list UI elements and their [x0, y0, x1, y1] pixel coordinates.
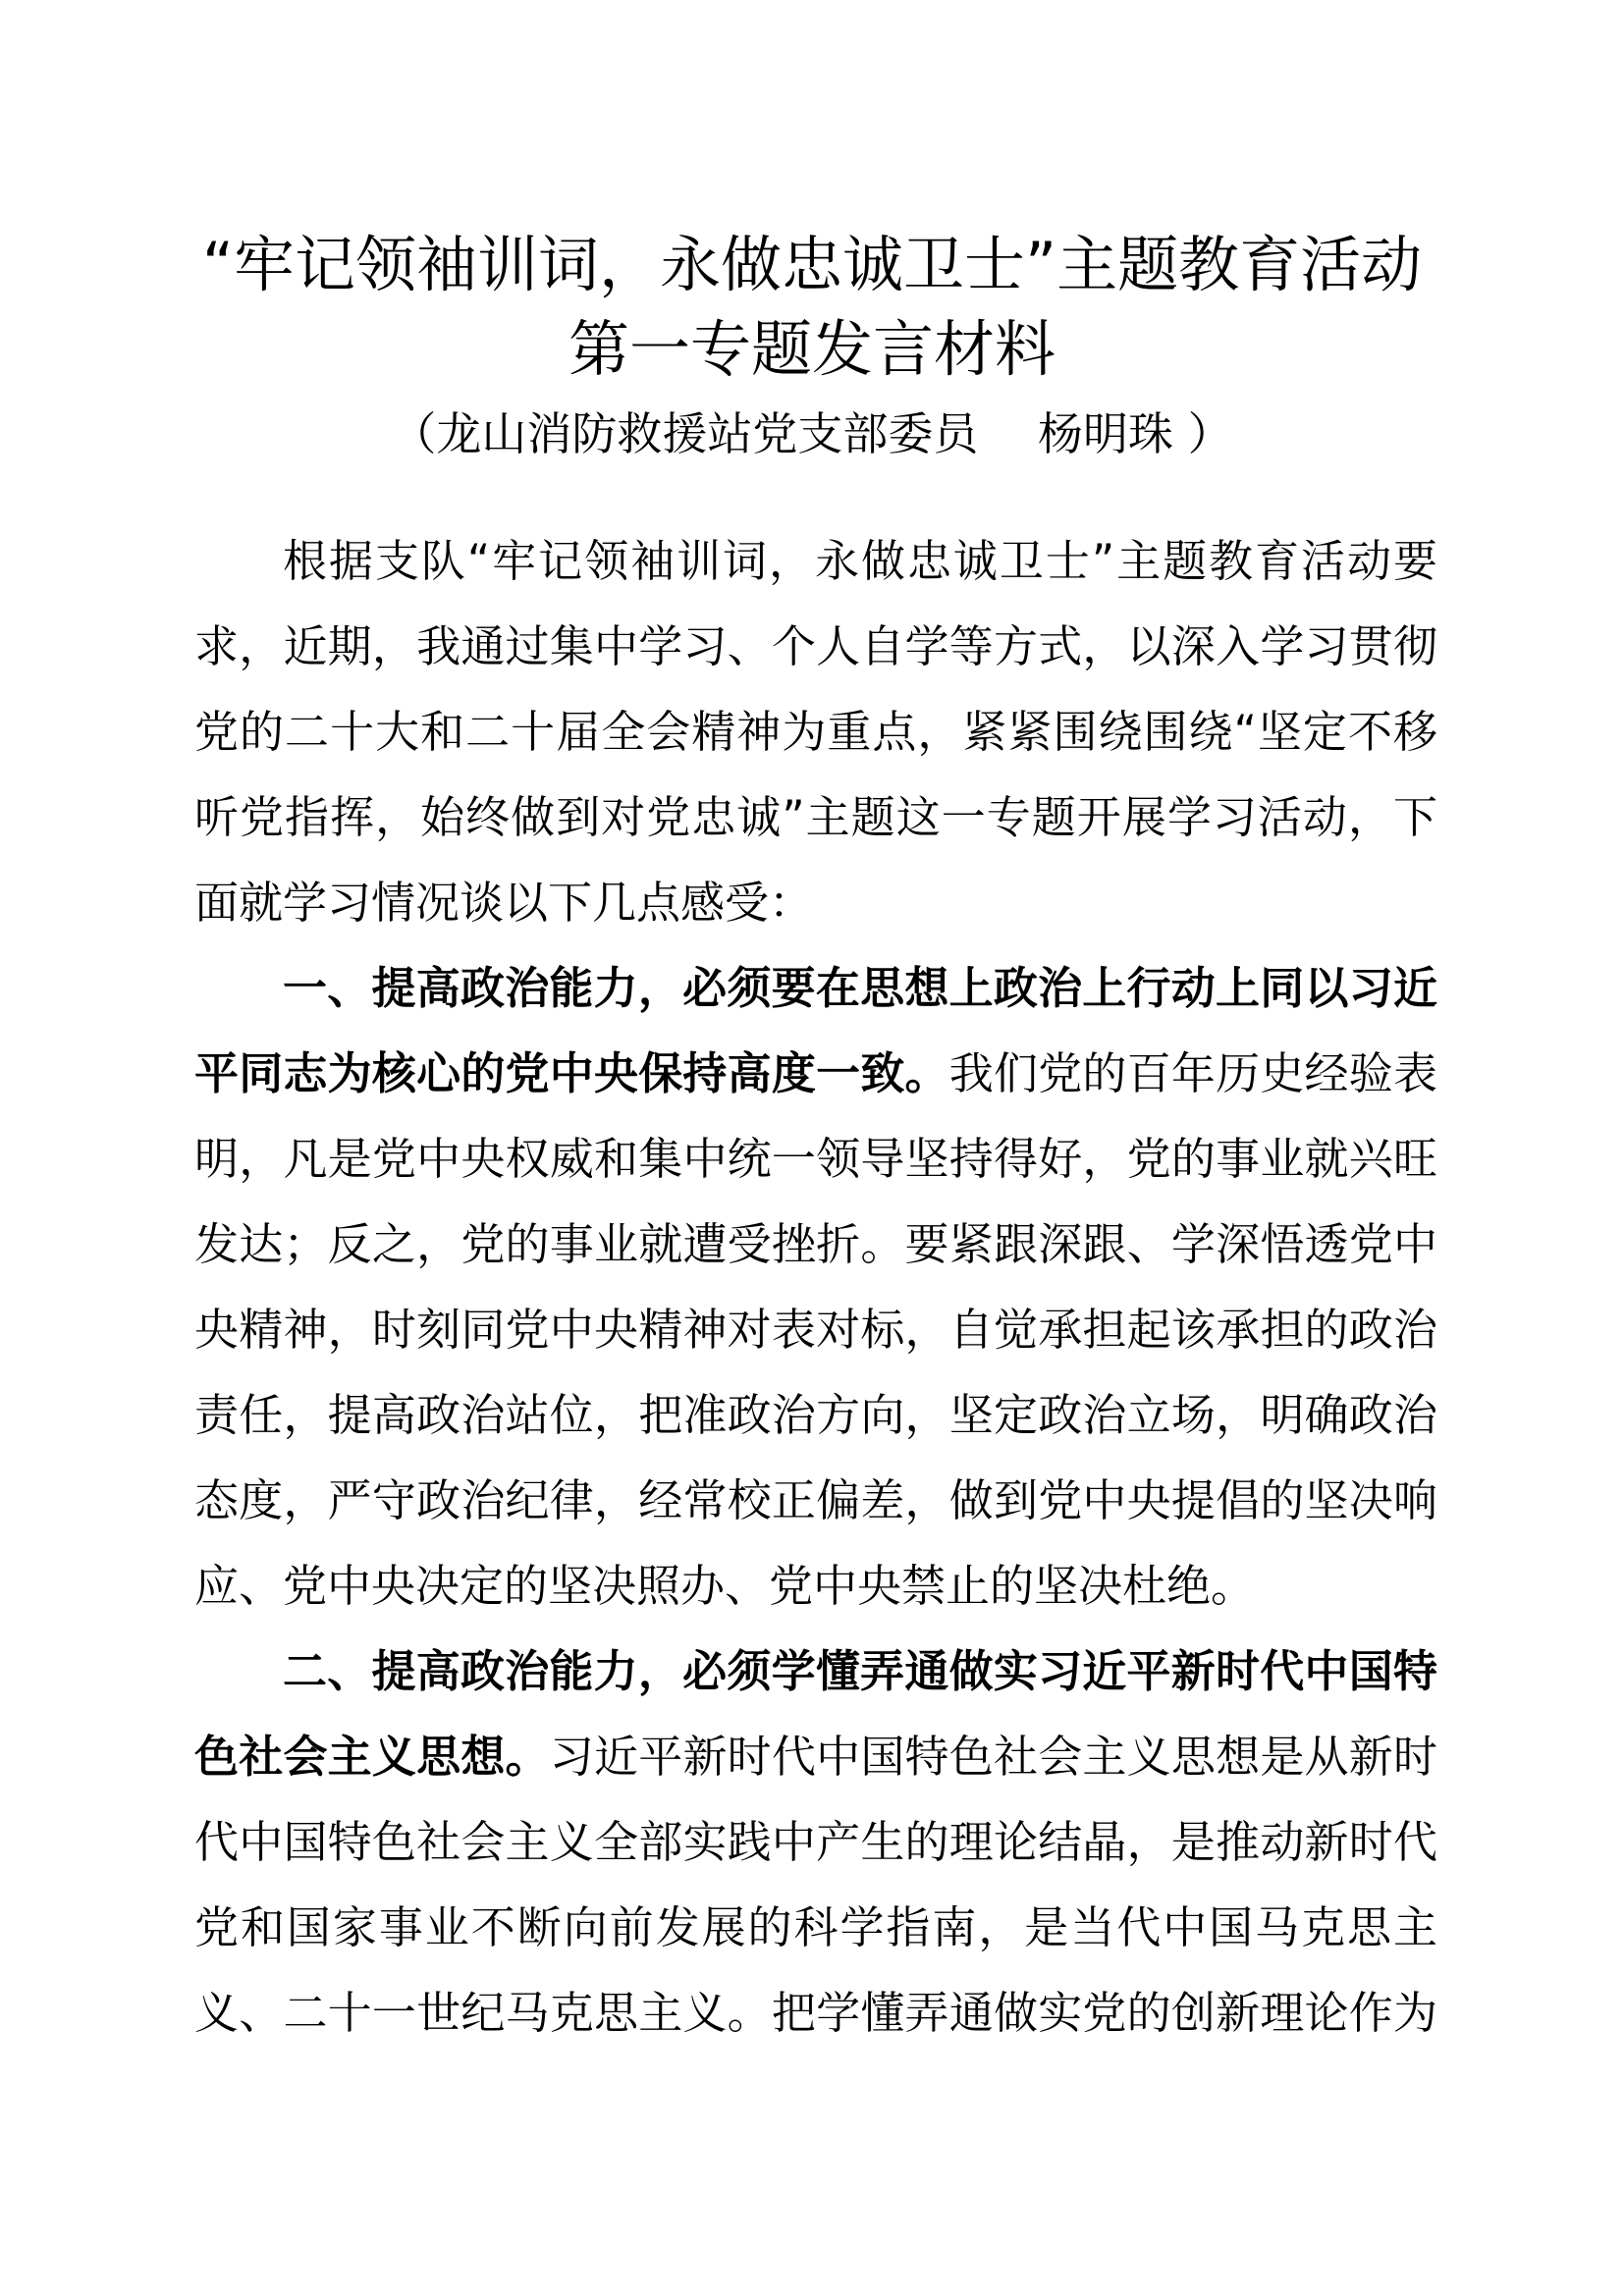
- section-heading-text: 二、提高政治能力，必须学懂弄通做实习近平新时代中国特: [283, 1645, 1437, 1697]
- body-text-line: [194, 701, 1437, 786]
- body-text-line: [194, 1726, 1437, 1811]
- paragraph-text: 责任，提高政治站位，把准政治方向，坚定政治立场，明确政治: [194, 1389, 1437, 1441]
- section-heading-text: 一、提高政治能力，必须要在思想上政治上行动上同以习近: [283, 962, 1437, 1014]
- author-line: （龙山消防救援站党支部委员 杨明珠 ）: [391, 407, 1233, 460]
- body-text-line: [194, 786, 1437, 872]
- body-text-line: [194, 1896, 1437, 1982]
- section-heading-text: 平同志为核心的党中央保持高度一致。: [194, 1047, 949, 1099]
- paragraph-text: 发达；反之，党的事业就遭受挫折。要紧跟深跟、学深悟透党中: [194, 1218, 1437, 1270]
- document-body: [194, 530, 1437, 2067]
- body-text-line: [194, 1299, 1437, 1384]
- paragraph-text: 代中国特色社会主义全部实践中产生的理论结晶，是推动新时代: [194, 1816, 1437, 1868]
- document-title-line-1: “牢记领袖训词，永做忠诚卫士”主题教育活动: [201, 229, 1423, 300]
- body-text-line: [194, 1640, 1437, 1726]
- paragraph-text: 应、党中央决定的坚决照办、党中央禁止的坚决杜绝。: [194, 1560, 1256, 1612]
- section-heading-text: 色社会主义思想。: [194, 1731, 550, 1783]
- paragraph-text: 党和国家事业不断向前发展的科学指南，是当代中国马克思主: [194, 1901, 1437, 1953]
- body-text-line: [194, 1042, 1437, 1128]
- paragraph-text: 听党指挥，始终做到对党忠诚”主题这一专题开展学习活动，下: [194, 791, 1437, 843]
- paragraph-text: 明，凡是党中央权威和集中统一领导坚持得好，党的事业就兴旺: [194, 1133, 1437, 1185]
- body-text-line: [194, 1384, 1437, 1469]
- body-text-line: [194, 1811, 1437, 1896]
- document-title-line-2: 第一专题发言材料: [568, 313, 1056, 385]
- body-text-line: [194, 1469, 1437, 1555]
- body-text-line: [194, 872, 1437, 957]
- paragraph-text: 面就学习情况谈以下几点感受：: [194, 877, 814, 929]
- body-text-line: [194, 957, 1437, 1042]
- body-text-line: [194, 615, 1437, 701]
- paragraph-text: 党的二十大和二十届全会精神为重点，紧紧围绕围绕“坚定不移: [194, 706, 1437, 758]
- body-text-line: [194, 1982, 1437, 2067]
- paragraph-text: 根据支队“牢记领袖训词，永做忠诚卫士”主题教育活动要: [283, 535, 1437, 587]
- paragraph-text: 义、二十一世纪马克思主义。把学懂弄通做实党的创新理论作为: [194, 1987, 1437, 2039]
- paragraph-text: 习近平新时代中国特色社会主义思想是从新时: [549, 1731, 1437, 1783]
- body-text-line: [194, 1128, 1437, 1213]
- body-text-line: [194, 1555, 1437, 1640]
- body-text-line: [194, 530, 1437, 615]
- paragraph-text: 求，近期，我通过集中学习、个人自学等方式，以深入学习贯彻: [194, 620, 1437, 672]
- paragraph-text: 央精神，时刻同党中央精神对表对标，自觉承担起该承担的政治: [194, 1304, 1437, 1356]
- paragraph-text: 我们党的百年历史经验表: [948, 1047, 1437, 1099]
- body-text-line: [194, 1213, 1437, 1299]
- paragraph-text: 态度，严守政治纪律，经常校正偏差，做到党中央提倡的坚决响: [194, 1474, 1437, 1526]
